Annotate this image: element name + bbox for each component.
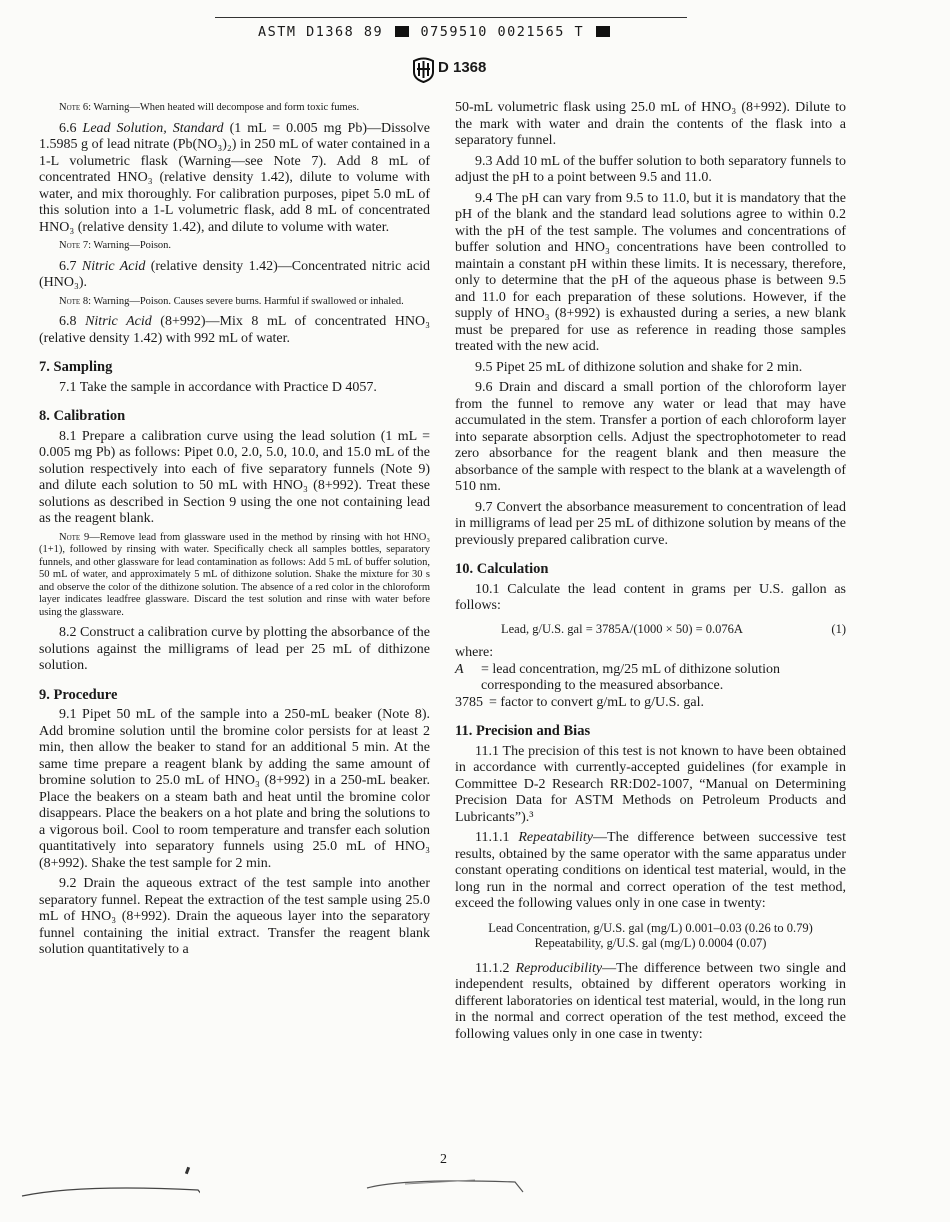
section-9-5: 9.5 Pipet 25 mL of dithizone solution and shake for 2 min. [475, 359, 803, 375]
header-rule [215, 17, 687, 18]
section-8-1: 8.1 Prepare a calibration curve using the lead solution (1 mL = 0.005 mg Pb) as follows: Pipet 0.0, 2.0, 5.0, 10.0, and 15.0 mL of the solution respectively into each of five separatory funnels (Note 9) and dilute each solution to 50 mL with HNO₃ (8+992). Treat these solutions as described in Section 9 using the one not containing lead as the reagent blank. [39, 428, 430, 526]
section-text: (1 mL = 0.005 mg Pb)—Dissolve 1.5985 g of lead nitrate (Pb(NO₃)₂) in 250 mL of water contained in a 1-L volumetric flask (Warning—see Note 7). Add 8 mL of concentrated HNO₃ (relative density 1.42), dilute to volume with water, and mix thoroughly. For calibration purposes, pipet 5.0 mL of this solution into a 1-L volumetric flask, add 8 mL of concentrated HNO₃ (relative density 1.42), and dilute to volume with water. [39, 120, 430, 235]
section-title: Nitric Acid [85, 314, 152, 329]
equation-text: Lead, g/U.S. gal = 3785A/(1000 × 50) = 0.076A [501, 621, 743, 636]
heading-procedure: 9. Procedure [39, 686, 118, 703]
section-text: (8+992)—Mix 8 mL of concentrated HNO₃ (relative density 1.42) with 992 mL of water. [39, 314, 430, 346]
heading-sampling: 7. Sampling [39, 359, 113, 375]
section-7-1: 7.1 Take the sample in accordance with Practice D 4057. [59, 379, 377, 395]
note-6 [39, 102, 430, 115]
section-6-8 [39, 314, 430, 347]
astm-logo-icon [412, 57, 435, 83]
section-9-2: 9.2 Drain the aqueous extract of the test sample into another separatory funnel. Repeat the extraction of the test sample using 25.0 mL of HNO₃ (8+992). Drain the aqueous layer into the separatory funnel containing the initial extract. Transfer the reagent blank solution quantitatively to a [39, 876, 430, 957]
heading-calculation: 10. Calculation [455, 561, 549, 577]
section-11-1-2 [455, 961, 846, 1044]
scan-code-1: ASTM D1368 89 [258, 24, 384, 40]
section-10-1: 10.1 Calculate the lead content in grams per U.S. gallon as follows: [455, 581, 846, 613]
note-text: 9—Remove lead from glassware used in the method by rinsing with hot HNO₃ (1+1), followed by rinsing with water. Specifically check all samples bottles, separatory funnels, and other glassware for lead contamination as follows: Add 5 mL of buffer solution, 50 mL of water, and approximately 5 mL of dithizone solution. Shake the mixture for 30 s and observe the color of the dithizone solution. The absence of a red color in the chloroform layer indicates leadfree glassware. Discard the test solution and rinse with water before using the glassware. [39, 531, 430, 618]
note-8 [39, 296, 430, 309]
definition-text: = factor to convert g/mL to g/U.S. gal. [489, 694, 704, 710]
scan-block [395, 26, 409, 37]
section-number: 11.1.1 [475, 830, 510, 845]
note-label: Note [59, 295, 81, 307]
definition-symbol: 3785 [455, 694, 483, 710]
scan-header [258, 24, 612, 40]
definition-text: = lead concentration, mg/25 mL of dithizone solution corresponding to the measured absorbance. [481, 661, 780, 693]
section-title: Reproducibility [515, 960, 603, 976]
heading-calibration: 8. Calibration [39, 408, 126, 424]
note-label: Note [59, 240, 81, 251]
heading-precision-bias: 11. Precision and Bias [455, 723, 591, 739]
section-9-1: 9.1 Pipet 50 mL of the sample into a 250-mL beaker (Note 8). Add bromine solution until the bromine color persists for at least 2 min, then allow the beaker to stand for an additional 5 min. At the same time prepare a reagent blank by adding the same amount of bromine solution to 25.0 mL of HNO₃ (8+992) in a 250-mL beaker. Place the beakers on a steam bath and heat until the bromine color disappears. Place the beakers on a hot plate and bring the solutions to a vigorous boil. Cool to room temperature and transfer each solution quantitatively into separatory funnels using 25.0 mL of HNO₃ (8+992). Shake the test sample for 2 min. [39, 707, 430, 871]
repeatability-table [455, 921, 846, 951]
note-7 [39, 240, 430, 253]
section-title: Nitric Acid [81, 258, 146, 274]
note-text: 7: Warning—Poison. [80, 240, 172, 251]
equation-number: (1) [831, 621, 846, 636]
section-number: 6.6 [59, 120, 77, 136]
section-number: 11.1.2 [475, 960, 510, 976]
table-row: Repeatability, g/U.S. gal (mg/L) 0.0004 (0.07) [534, 935, 767, 950]
section-text: —The difference between two single and independent results, obtained by different operators working in different laboratories on identical test material, would, in the long run in the normal and correct operation of the test method, exceed the following values only in one case in twenty: [455, 960, 847, 1042]
table-row: Lead Concentration, g/U.S. gal (mg/L) 0.001–0.03 (0.26 to 0.79) [488, 920, 813, 935]
scan-speck [185, 1167, 190, 1175]
equation-1 [455, 621, 846, 638]
definition-3785 [455, 695, 846, 712]
note-text: 6: Warning—When heated will decompose and form toxic fumes. [80, 102, 360, 113]
section-title: Repeatability [518, 830, 594, 845]
section-number: 6.7 [59, 258, 77, 274]
definition-a [455, 662, 846, 695]
note-label: Note [59, 531, 81, 543]
section-11-1: 11.1 The precision of this test is not known to have been obtained in accordance with currently-accepted guidelines (for example in Committee D-2 Research RR:D02-1007, “Manual on Determining Precision Data for ASTM Methods on Petroleum Products and Lubricants”).³ [455, 743, 846, 825]
section-9-1-continued: 50-mL volumetric flask using 25.0 mL of HNO₃ (8+992). Dilute to the mark with water and drain the contents of the flask into a separatory funnel. [455, 100, 846, 148]
note-text: 8: Warning—Poison. Causes severe burns. Harmful if swallowed or inhaled. [80, 295, 404, 307]
section-6-6 [39, 121, 430, 237]
scan-artifact-center [365, 1172, 525, 1194]
designation: D 1368 [438, 59, 487, 76]
section-11-1-1 [455, 830, 846, 913]
note-9 [39, 532, 430, 620]
note-label: Note [59, 102, 81, 113]
where-label: where: [455, 645, 494, 660]
right-column [455, 100, 846, 1047]
section-8-2: 8.2 Construct a calibration curve by plotting the absorbance of the solutions against the milligrams of lead per 25 mL of dithizone solution. [39, 625, 430, 673]
section-number: 6.8 [59, 314, 77, 329]
section-9-6: 9.6 Drain and discard a small portion of the chloroform layer from the funnel to remove any water or lead that may have accumulated in the stem. Transfer a portion of each chloroform layer into separate absorption cells. Adjust the spectrophotometer to read zero absorbance for the reagent blank and then measure the absorbance of the sample with respect to the blank at a wavelength of 510 nm. [455, 380, 846, 494]
section-9-7: 9.7 Convert the absorbance measurement to concentration of lead in milligrams of lead per 25 mL of dithizone solution by means of the previously prepared calibration curve. [455, 499, 846, 548]
scan-artifact-left [20, 1176, 200, 1206]
definition-symbol: A [455, 661, 464, 677]
page-number: 2 [440, 1152, 447, 1167]
section-9-4: 9.4 The pH can vary from 9.5 to 11.0, but it is mandatory that the pH of the blank and the standard lead solutions agree to within 0.2 with the pH of the test sample. The volumes and concentrations of buffer solution and HNO₃ concentrations have been controlled to maintain a constant pH within these limits. It is necessary, therefore, only to determine that the pH of the aqueous phase is between 9.5 and 11.0 for each preparation of these solutions. However, if the supply of HNO₃ (8+992) is exhausted during a series, a new blank must be prepared for use as reference in reading those samples treated with the new acid. [455, 190, 846, 354]
section-title: Lead Solution, Standard [82, 120, 224, 136]
scan-code-2: 0759510 0021565 T [420, 24, 585, 40]
section-6-7 [39, 259, 430, 292]
section-9-3: 9.3 Add 10 mL of the buffer solution to both separatory funnels to adjust the pH to a point between 9.5 and 11.0. [455, 153, 846, 185]
section-text: —The difference between successive test results, obtained by the same operator with the same apparatus under constant operating conditions on identical test material, would, in the long run in the normal and correct operation of the test method, exceed the following values only in one case in twenty: [455, 830, 846, 911]
section-text: (relative density 1.42)—Concentrated nitric acid (HNO₃). [39, 258, 430, 290]
left-column [39, 100, 430, 963]
scan-block [596, 26, 610, 37]
